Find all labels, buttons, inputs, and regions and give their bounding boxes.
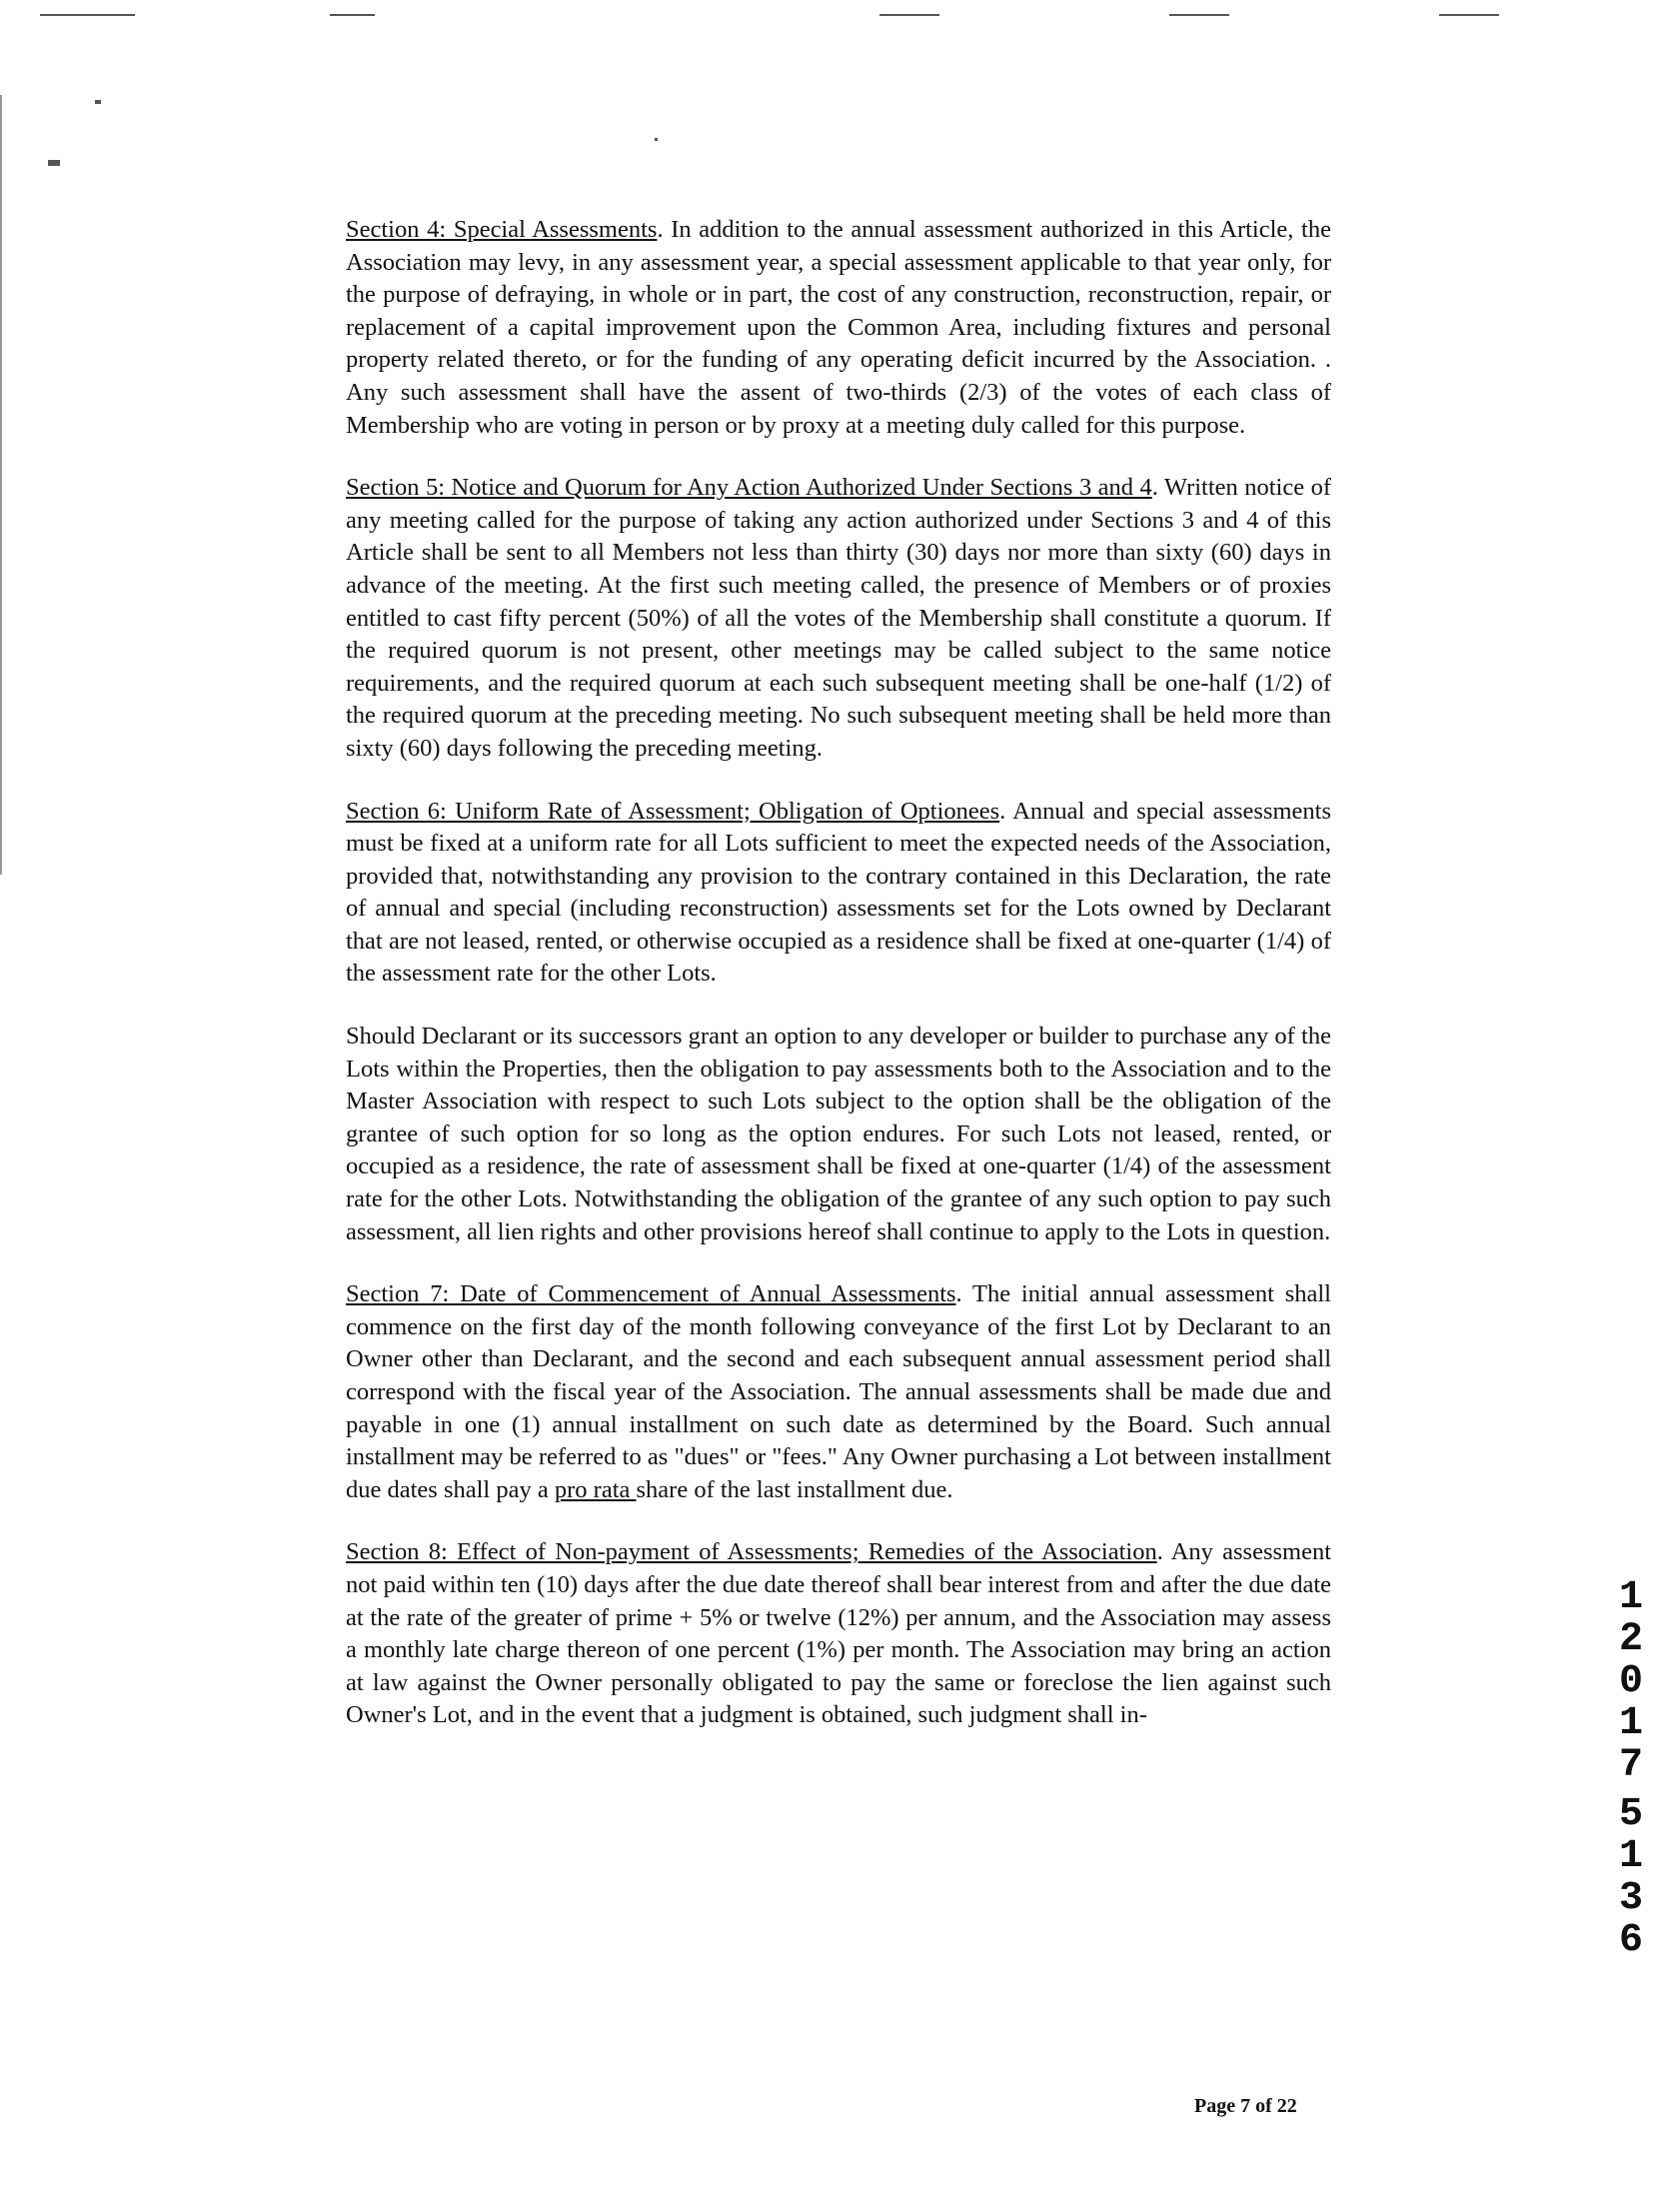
section-7-paragraph (346, 1278, 1331, 1506)
section-4-text: . In addition to the annual assessment authorized in this Article, the Association may levy, in any assessment year, a special assessment applicable to that year only, for the purpose of defraying, in whole or in part, the cost of any construction, reconstruction, repair, or replacement of a capital improvement upon the Common Area, including fixtures and personal property related thereto, or for the funding of any operating deficit incurred by the Association. . Any such assessment shall have the assent of two-thirds (2/3) of the votes of each class of Membership who are voting in person or by proxy at a meeting duly called for this purpose. (346, 216, 1331, 439)
scan-top-line (1439, 14, 1499, 16)
section-8-heading: Section 8: Effect of Non-payment of Assessments; Remedies of the Association (346, 1538, 1157, 1566)
margin-recording-number-top (1611, 1577, 1651, 1787)
scan-top-line (330, 14, 375, 16)
document-body (346, 214, 1331, 1762)
scan-left-edge (0, 95, 2, 875)
margin-digit: 1 (1618, 1575, 1643, 1620)
margin-recording-number-bottom (1611, 1794, 1651, 1962)
margin-digit: 5 (1618, 1792, 1643, 1837)
scan-speck (48, 160, 60, 166)
section-5-paragraph (346, 472, 1331, 765)
section-7-text: . The initial annual assessment shall commence on the first day of the month following conveyance of the first Lot by Declarant to an Owner other than Declarant, and the second and each subsequent annual assessment period shall correspond with the fiscal year of the Association. The annual assessments shall be made due and payable in one (1) annual installment on such date as determined by the Board. Such annual installment may be referred to as "dues" or "fees." Any Owner purchasing a Lot between installment due dates shall pay a (346, 1280, 1331, 1503)
scan-speck (95, 100, 101, 104)
optionees-paragraph (346, 1021, 1331, 1248)
scan-top-line (879, 14, 939, 16)
section-5-heading: Section 5: Notice and Quorum for Any Action Authorized Under Sections 3 and 4 (346, 474, 1152, 502)
section-4-paragraph (346, 214, 1331, 442)
pro-rata-text: pro rata (554, 1475, 637, 1503)
margin-digit: 3 (1618, 1876, 1643, 1921)
margin-digit: 7 (1618, 1743, 1643, 1788)
optionees-text: Should Declarant or its successors grant an option to any developer or builder to purchase any of the Lots within the Properties, then the obligation to pay assessments both to the Association and to the Master Association with respect to such Lots subject to the option shall be the obligation of the grantee of such option for so long as the option endures. For such Lots not leased, rented, or occupied as a residence, the rate of assessment shall be fixed at one-quarter (1/4) of the assessment rate for the other Lots. Notwithstanding the obligation of the grantee of any such option to pay such assessment, all lien rights and other provisions hereof shall continue to apply to the Lots in question. (346, 1023, 1331, 1245)
section-7-heading: Section 7: Date of Commencement of Annual Assessments (346, 1280, 956, 1308)
margin-digit: 1 (1618, 1834, 1643, 1879)
section-7-text-end: share of the last installment due. (636, 1475, 953, 1503)
section-6-paragraph (346, 796, 1331, 992)
margin-digit: 0 (1618, 1659, 1643, 1704)
scan-top-line (1169, 14, 1229, 16)
section-8-paragraph (346, 1536, 1331, 1732)
margin-digit: 6 (1618, 1918, 1643, 1963)
margin-digit: 1 (1618, 1701, 1643, 1746)
page-number: Page 7 of 22 (1194, 2095, 1297, 2117)
section-5-text: . Written notice of any meeting called for the purpose of taking any action authorized under Sections 3 and 4 of this Article shall be sent to all Members not less than thirty (30) days nor more than sixty (60) days in advance of the meeting. At the first such meeting called, the presence of Members or of proxies entitled to cast fifty percent (50%) of all the votes of the Membership shall constitute a quorum. If the required quorum is not present, other meetings may be called subject to the same notice requirements, and the required quorum at each such subsequent meeting shall be one-half (1/2) of the required quorum at the preceding meeting. No such subsequent meeting shall be held more than sixty (60) days following the preceding meeting. (346, 474, 1331, 762)
scan-speck (655, 138, 658, 141)
section-6-text: . Annual and special assessments must be fixed at a uniform rate for all Lots sufficient to meet the expected needs of the Association, provided that, notwithstanding any provision to the contrary contained in this Declaration, the rate of annual and special (including reconstruction) assessments set for the Lots owned by Declarant that are not leased, rented, or otherwise occupied as a residence shall be fixed at one-quarter (1/4) of the assessment rate for the other Lots. (346, 797, 1331, 988)
section-8-text: . Any assessment not paid within ten (10) days after the due date thereof shall bear interest from and after the due date at the rate of the greater of prime + 5% or twelve (12%) per annum, and the Association may assess a monthly late charge thereon of one percent (1%) per month. The Association may bring an action at law against the Owner personally obligated to pay the same or foreclose the lien against such Owner's Lot, and in the event that a judgment is obtained, such judgment shall in- (346, 1538, 1331, 1729)
section-4-heading: Section 4: Special Assessments (346, 216, 658, 243)
margin-digit: 2 (1618, 1617, 1643, 1662)
section-6-heading: Section 6: Uniform Rate of Assessment; Obligation of Optionees (346, 797, 1000, 825)
scan-top-line (40, 14, 135, 16)
